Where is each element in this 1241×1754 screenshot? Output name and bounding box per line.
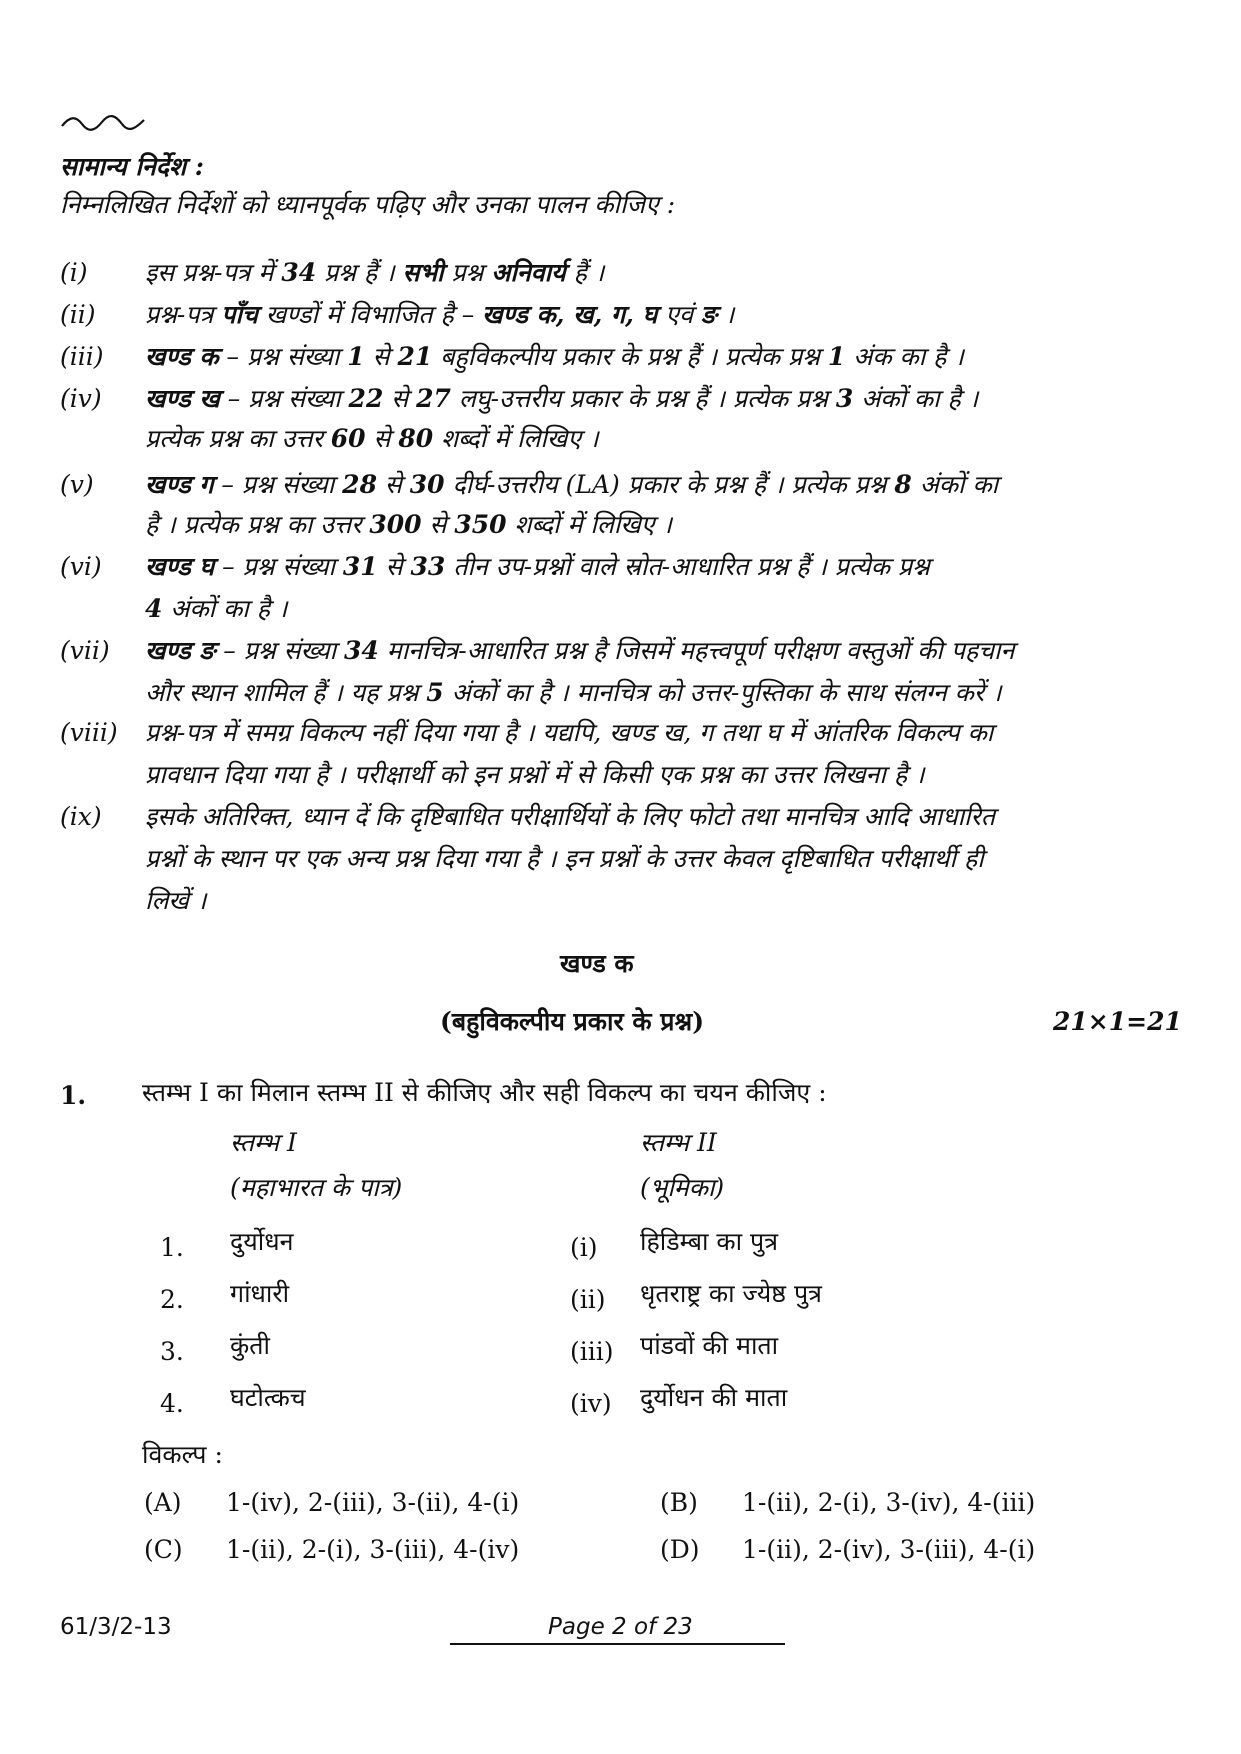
instruction-text: अंक का है । bbox=[845, 342, 964, 371]
instructions-title: सामान्य निर्देश : bbox=[60, 152, 204, 181]
instruction-text: प्रश्न-पत्र में समग्र विकल्प नहीं दिया गया है । यद्यपि, खण्ड ख, ग तथा घ में आंतरिक विकल्प का bbox=[145, 718, 994, 747]
instruction-text: तीन उप-प्रश्नों वाले स्रोत-आधारित प्रश्न हैं । प्रत्येक प्रश्न bbox=[445, 552, 930, 581]
instruction-line bbox=[145, 674, 1002, 712]
instruction-number: (vi) bbox=[60, 552, 102, 581]
instruction-text: एवं bbox=[657, 300, 701, 329]
match-roman-number: (i) bbox=[570, 1233, 598, 1262]
question-text: स्तम्भ I का मिलान स्तम्भ II से कीजिए और सही विकल्प का चयन कीजिए : bbox=[142, 1078, 827, 1107]
instruction-text: अंकों का है । bbox=[162, 594, 288, 623]
instruction-text: प्रश्न हैं । bbox=[316, 258, 403, 287]
instruction-number: (iii) bbox=[60, 342, 104, 371]
match-roman-number: (iii) bbox=[570, 1337, 614, 1366]
option-value: 1-(ii), 2-(i), 3-(iv), 4-(iii) bbox=[742, 1488, 1036, 1517]
footer-divider bbox=[450, 1643, 785, 1645]
match-column-2-item: दुर्योधन की माता bbox=[640, 1383, 788, 1412]
instruction-text: अंकों का है । मानचित्र को उत्तर-पुस्तिका के साथ संलग्न करें । bbox=[443, 678, 1002, 707]
instruction-text: इस प्रश्न-पत्र में bbox=[145, 258, 282, 287]
instruction-line bbox=[145, 338, 964, 376]
column-1-heading: स्तम्भ I bbox=[230, 1128, 297, 1157]
instruction-bold-text: खण्ड क bbox=[145, 342, 219, 371]
instruction-text: प्रश्न bbox=[443, 258, 492, 287]
instruction-text: – प्रश्न संख्या bbox=[214, 552, 343, 581]
instruction-line bbox=[145, 632, 1014, 670]
instruction-bold-text: 31 bbox=[342, 552, 378, 581]
match-column-2-item: पांडवों की माता bbox=[640, 1331, 779, 1360]
instruction-text: से bbox=[364, 342, 398, 371]
instruction-text: लिखें । bbox=[145, 886, 207, 915]
instruction-bold-text: 21 bbox=[397, 342, 433, 371]
question-number: 1. bbox=[60, 1081, 87, 1110]
instruction-line bbox=[145, 296, 734, 334]
instruction-bold-text: अनिवार्य bbox=[491, 258, 566, 287]
instruction-bold-text: 28 bbox=[342, 470, 377, 499]
instructions-subtitle: निम्नलिखित निर्देशों को ध्यानपूर्वक पढ़िए और उनका पालन कीजिए : bbox=[60, 190, 676, 219]
option-key: (D) bbox=[660, 1535, 700, 1564]
instruction-text: – प्रश्न संख्या bbox=[218, 342, 348, 371]
match-roman-number: (iv) bbox=[570, 1389, 612, 1418]
instruction-line bbox=[145, 506, 672, 544]
instruction-line bbox=[145, 590, 287, 628]
instruction-bold-text: 60 bbox=[330, 424, 366, 453]
section-subtitle: (बहुविकल्पीय प्रकार के प्रश्न) bbox=[440, 1007, 705, 1036]
instruction-line bbox=[145, 466, 998, 504]
instruction-text: प्रश्नों के स्थान पर एक अन्य प्रश्न दिया गया है । इन प्रश्नों के उत्तर केवल दृष्टिबाधित परीक्षार्थी ही bbox=[145, 844, 984, 873]
match-column-2-item: हिडिम्बा का पुत्र bbox=[640, 1227, 779, 1256]
instruction-bold-text: सभी bbox=[402, 258, 444, 287]
instruction-line bbox=[145, 882, 206, 920]
squiggle-decoration bbox=[60, 114, 146, 132]
instruction-text: प्रत्येक प्रश्न का उत्तर bbox=[145, 424, 331, 453]
instruction-bold-text: 300 bbox=[369, 510, 422, 539]
option-key: (C) bbox=[144, 1535, 183, 1564]
option-value: 1-(iv), 2-(iii), 3-(ii), 4-(i) bbox=[226, 1488, 520, 1517]
match-column-1-item: कुंती bbox=[230, 1331, 270, 1360]
instruction-number: (ii) bbox=[60, 300, 96, 329]
instruction-bold-text: खण्ड ख bbox=[145, 384, 220, 413]
instruction-text: खण्डों में विभाजित है – bbox=[257, 300, 483, 329]
instruction-text: – प्रश्न संख्या bbox=[213, 470, 343, 499]
instruction-bold-text: 30 bbox=[409, 470, 445, 499]
instruction-number: (iv) bbox=[60, 384, 102, 413]
instruction-number: (ix) bbox=[60, 802, 102, 831]
instruction-text: – प्रश्न संख्या bbox=[219, 384, 349, 413]
match-roman-number: (ii) bbox=[570, 1285, 606, 1314]
instruction-line bbox=[145, 798, 995, 836]
instruction-bold-text: 8 bbox=[894, 470, 912, 499]
match-row-number: 2. bbox=[160, 1285, 184, 1314]
option-key: (A) bbox=[144, 1488, 182, 1517]
instruction-bold-text: खण्ड क, ख, ग, घ bbox=[482, 300, 658, 329]
paper-code: 61/3/2-13 bbox=[60, 1614, 172, 1640]
instruction-line bbox=[145, 420, 599, 458]
match-row-number: 4. bbox=[160, 1389, 184, 1418]
instruction-text: से bbox=[421, 510, 455, 539]
instruction-bold-text: 34 bbox=[281, 258, 317, 287]
instruction-text: और स्थान शामिल हैं । यह प्रश्न bbox=[145, 678, 427, 707]
option-key: (B) bbox=[660, 1488, 698, 1517]
instruction-line bbox=[145, 548, 930, 586]
instruction-number: (vii) bbox=[60, 636, 110, 665]
instruction-text: से bbox=[377, 552, 411, 581]
instruction-text: प्रश्न-पत्र bbox=[145, 300, 222, 329]
match-column-1-item: घटोत्कच bbox=[230, 1383, 306, 1412]
instruction-bold-text: 33 bbox=[410, 552, 446, 581]
instruction-bold-text: 350 bbox=[454, 510, 507, 539]
instruction-text: शब्दों में लिखिए । bbox=[433, 424, 599, 453]
instruction-text: लघु-उत्तरीय प्रकार के प्रश्न हैं । प्रत्येक प्रश्न bbox=[450, 384, 836, 413]
instruction-text: से bbox=[365, 424, 399, 453]
instruction-text: – प्रश्न संख्या bbox=[215, 636, 345, 665]
instruction-text: मानचित्र-आधारित प्रश्न है जिसमें महत्त्वपूर्ण परीक्षण वस्तुओं की पहचान bbox=[378, 636, 1015, 665]
option-value: 1-(ii), 2-(i), 3-(iii), 4-(iv) bbox=[226, 1535, 520, 1564]
instruction-bold-text: 3 bbox=[835, 384, 854, 413]
page-number: Page 2 of 23 bbox=[548, 1614, 693, 1640]
instruction-bold-text: 5 bbox=[426, 678, 444, 707]
instruction-line bbox=[145, 840, 984, 878]
instruction-bold-text: 1 bbox=[827, 342, 846, 371]
instruction-line bbox=[145, 756, 925, 794]
instruction-bold-text: 80 bbox=[398, 424, 434, 453]
instruction-bold-text: ङ bbox=[700, 300, 717, 329]
instruction-bold-text: 34 bbox=[344, 636, 379, 665]
instruction-text: बहुविकल्पीय प्रकार के प्रश्न हैं । प्रत्येक प्रश्न bbox=[432, 342, 828, 371]
match-row-number: 1. bbox=[160, 1233, 184, 1262]
instruction-number: (i) bbox=[60, 258, 88, 287]
match-column-1-item: गांधारी bbox=[230, 1279, 290, 1308]
instruction-text: दीर्घ-उत्तरीय (LA) प्रकार के प्रश्न हैं । प्रत्येक प्रश्न bbox=[444, 470, 895, 499]
instruction-bold-text: खण्ड घ bbox=[145, 552, 215, 581]
instruction-bold-text: पाँच bbox=[221, 300, 258, 329]
instruction-bold-text: 1 bbox=[347, 342, 365, 371]
instruction-text: है । प्रत्येक प्रश्न का उत्तर bbox=[145, 510, 370, 539]
column-2-subheading: (भूमिका) bbox=[640, 1173, 725, 1202]
section-marks: 21×1=21 bbox=[1053, 1007, 1182, 1036]
instruction-text: से bbox=[376, 470, 410, 499]
section-title: खण्ड क bbox=[560, 949, 634, 978]
column-1-subheading: (महाभारत के पात्र) bbox=[230, 1173, 403, 1202]
instruction-number: (v) bbox=[60, 470, 94, 499]
instruction-line bbox=[145, 714, 993, 752]
instruction-text: इसके अतिरिक्त, ध्यान दें कि दृष्टिबाधित परीक्षार्थियों के लिए फोटो तथा मानचित्र आदि आधारित bbox=[145, 802, 996, 831]
instruction-text: प्रावधान दिया गया है । परीक्षार्थी को इन प्रश्नों में से किसी एक प्रश्न का उत्तर लिखना है । bbox=[145, 760, 925, 789]
instruction-text: । bbox=[716, 300, 735, 329]
column-2-heading: स्तम्भ II bbox=[640, 1128, 717, 1157]
instruction-text: अंकों का bbox=[911, 470, 999, 499]
instruction-bold-text: खण्ड ग bbox=[145, 470, 214, 499]
match-column-2-item: धृतराष्ट्र का ज्येष्ठ पुत्र bbox=[640, 1279, 822, 1308]
instruction-text: अंकों का है । bbox=[853, 384, 979, 413]
instruction-text: से bbox=[383, 384, 417, 413]
instruction-bold-text: 4 bbox=[145, 594, 163, 623]
instruction-number: (viii) bbox=[60, 718, 118, 747]
options-label: विकल्प : bbox=[142, 1440, 223, 1469]
instruction-line bbox=[145, 254, 604, 292]
instruction-text: हैं । bbox=[565, 258, 605, 287]
match-row-number: 3. bbox=[160, 1337, 184, 1366]
instruction-bold-text: खण्ड ङ bbox=[145, 636, 216, 665]
instruction-text: शब्दों में लिखिए । bbox=[506, 510, 673, 539]
instruction-bold-text: 27 bbox=[416, 384, 451, 413]
match-column-1-item: दुर्योधन bbox=[230, 1227, 294, 1256]
option-value: 1-(ii), 2-(iv), 3-(iii), 4-(i) bbox=[742, 1535, 1036, 1564]
instruction-bold-text: 22 bbox=[348, 384, 384, 413]
instruction-line bbox=[145, 380, 978, 418]
